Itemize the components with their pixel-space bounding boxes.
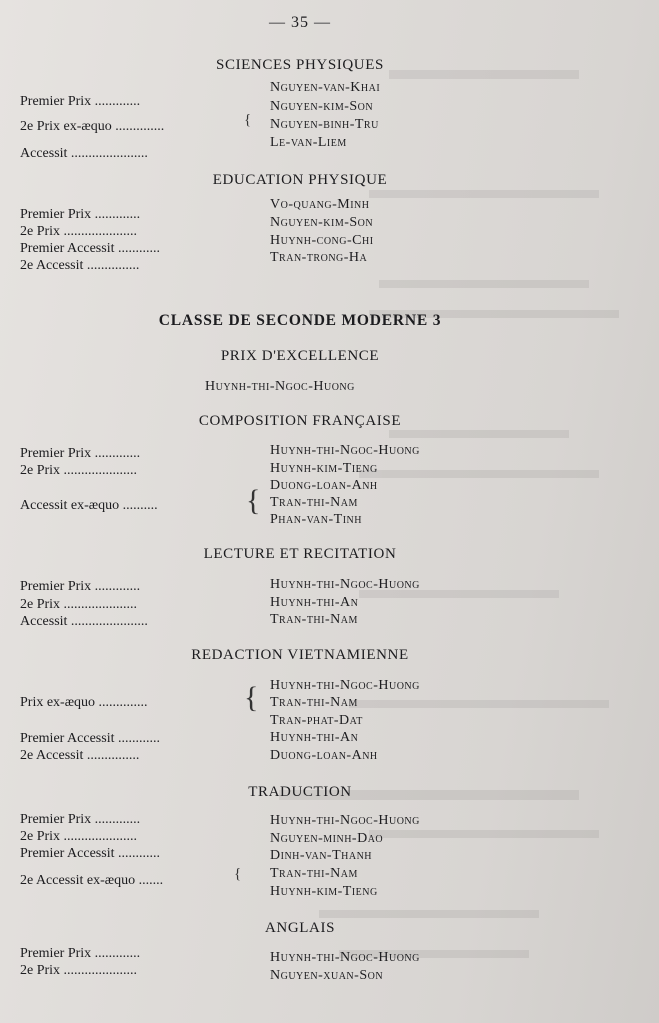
winner-name: Nguyen-kim-Son	[270, 215, 374, 230]
winner-name: Nguyen-binh-Tru	[270, 117, 379, 132]
award-label: 2e Prix .....................	[20, 463, 138, 478]
winner-name: Huynh-thi-Ngoc-Huong	[270, 813, 420, 828]
brace-mark: {	[234, 866, 242, 882]
winner-name: Le-van-Liem	[270, 135, 347, 150]
section-title-sciences-physiques: SCIENCES PHYSIQUES	[216, 57, 384, 73]
winner-name: Huynh-thi-Ngoc-Huong	[270, 950, 420, 965]
brace-mark: {	[246, 484, 261, 517]
award-label: 2e Accessit ...............	[20, 748, 140, 763]
page-number: — 35 —	[269, 14, 331, 31]
award-label: 2e Prix .....................	[20, 597, 138, 612]
winner-name: Tran-thi-Nam	[270, 695, 358, 710]
winner-name: Duong-loan-Anh	[270, 748, 378, 763]
class-heading: CLASSE DE SECONDE MODERNE 3	[158, 312, 442, 329]
award-label: Premier Prix .............	[20, 207, 141, 222]
winner-name: Dinh-van-Thanh	[270, 848, 373, 863]
award-label: Premier Accessit ............	[20, 846, 160, 861]
section-title-composition-francaise: COMPOSITION FRANÇAISE	[198, 413, 402, 429]
winner-name: Huynh-kim-Tieng	[270, 884, 378, 899]
section-title-education-physique: EDUCATION PHYSIQUE	[212, 172, 388, 188]
brace-mark: {	[244, 112, 252, 128]
award-label: 2e Accessit ex-æquo .......	[20, 873, 164, 888]
winner-name: Huynh-thi-An	[270, 595, 359, 610]
winner-name: Nguyen-minh-Dao	[270, 831, 384, 846]
winner-name: Tran-trong-Ha	[270, 250, 368, 265]
winner-name: Huynh-kim-Tieng	[270, 461, 378, 476]
award-label: Premier Accessit ............	[20, 241, 160, 256]
award-label: 2e Prix .....................	[20, 224, 138, 239]
winner-name: Vo-quang-Minh	[270, 197, 370, 212]
winner-name: Huynh-thi-An	[270, 730, 359, 745]
winner-name: Tran-thi-Nam	[270, 866, 358, 881]
winner-name: Nguyen-xuan-Son	[270, 968, 384, 983]
section-title-redaction-vietnamienne: REDACTION VIETNAMIENNE	[191, 647, 409, 663]
award-label: Premier Prix .............	[20, 94, 141, 109]
award-label: 2e Prix .....................	[20, 963, 138, 978]
award-label: Prix ex-æquo ..............	[20, 695, 148, 710]
section-title-prix-excellence: PRIX D'EXCELLENCE	[220, 348, 380, 364]
award-label: Premier Prix .............	[20, 946, 141, 961]
brace-mark: {	[244, 681, 259, 714]
award-label: 2e Prix .....................	[20, 829, 138, 844]
winner-name: Nguyen-van-Khai	[270, 80, 381, 95]
award-label: Accessit ......................	[20, 146, 148, 161]
award-label: Premier Prix .............	[20, 812, 141, 827]
award-label: Premier Prix .............	[20, 579, 141, 594]
winner-name: Tran-phat-Dat	[270, 713, 363, 728]
award-label: Premier Prix .............	[20, 446, 141, 461]
winner-name: Huynh-thi-Ngoc-Huong	[270, 678, 420, 693]
winner-name: Duong-loan-Anh	[270, 478, 378, 493]
section-title-lecture-recitation: LECTURE ET RECITATION	[203, 546, 397, 562]
winner-name: Huynh-thi-Ngoc-Huong	[270, 577, 420, 592]
winner-name: Huynh-thi-Ngoc-Huong	[205, 379, 355, 394]
winner-name: Phan-van-Tinh	[270, 512, 362, 527]
winner-name: Nguyen-kim-Son	[270, 99, 374, 114]
award-label: 2e Accessit ...............	[20, 258, 140, 273]
award-label: 2e Prix ex-æquo ..............	[20, 119, 165, 134]
award-label: Accessit ......................	[20, 614, 148, 629]
award-label: Accessit ex-æquo ..........	[20, 498, 158, 513]
award-label: Premier Accessit ............	[20, 731, 160, 746]
winner-name: Huynh-thi-Ngoc-Huong	[270, 443, 420, 458]
winner-name: Huynh-cong-Chi	[270, 233, 374, 248]
section-title-traduction: TRADUCTION	[248, 784, 352, 800]
winner-name: Tran-thi-Nam	[270, 495, 358, 510]
winner-name: Tran-thi-Nam	[270, 612, 358, 627]
section-title-anglais: ANGLAIS	[264, 920, 336, 936]
